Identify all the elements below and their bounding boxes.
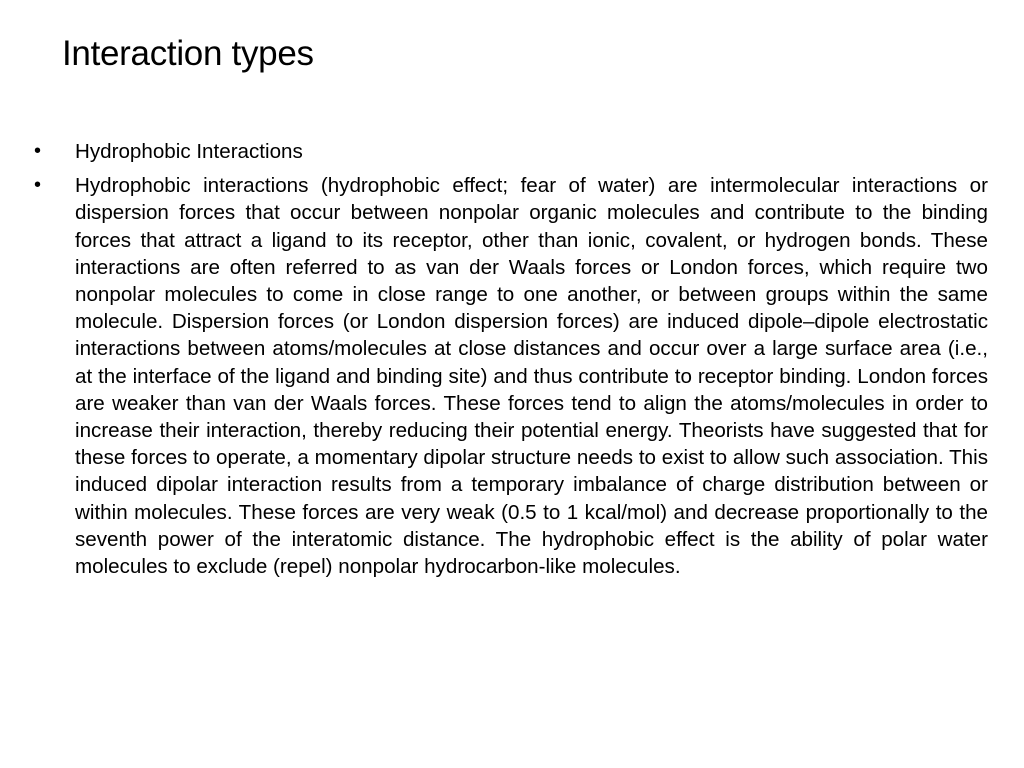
bullet-list (32, 138, 988, 587)
bullet-text: Hydrophobic Interactions (75, 140, 303, 163)
bullet-paragraph: Hydrophobic interactions (hydrophobic effect; fear of water) are intermolecular interactions or dispersion forces that occur between nonpolar organic molecules and contribute to the binding forces that attract a ligand to its receptor, other than ionic, covalent, or hydrogen bonds. These interactions are often referred to as van der Waals forces or London forces, which require two nonpolar molecules to come in close range to one another, or between groups within the same molecule. Dispersion forces (or London dispersion forces) are induced dipole–dipole electrostatic interactions between atoms/molecules at close distances and occur over a large surface area (i.e., at the interface of the ligand and binding site) and thus contribute to receptor binding. London forces are weaker than van der Waals forces. These forces tend to align the atoms/molecules in order to increase their interaction, thereby reducing their potential energy. Theorists have suggested that for these forces to operate, a momentary dipolar structure needs to exist to allow such association. This induced dipolar interaction results from a temporary imbalance of charge distribution between or within molecules. These forces are very weak (0.5 to 1 kcal/mol) and decrease proportionally to the seventh power of the interatomic distance. The hydrophobic effect is the ability of polar water molecules to exclude (repel) nonpolar hydrocarbon-like molecules. (75, 174, 988, 579)
bullet-item-heading (32, 138, 988, 165)
bullet-marker-icon: • (34, 174, 42, 197)
slide-title: Interaction types (62, 34, 314, 73)
bullet-marker-icon: • (34, 140, 42, 162)
bullet-item-description (32, 172, 988, 580)
